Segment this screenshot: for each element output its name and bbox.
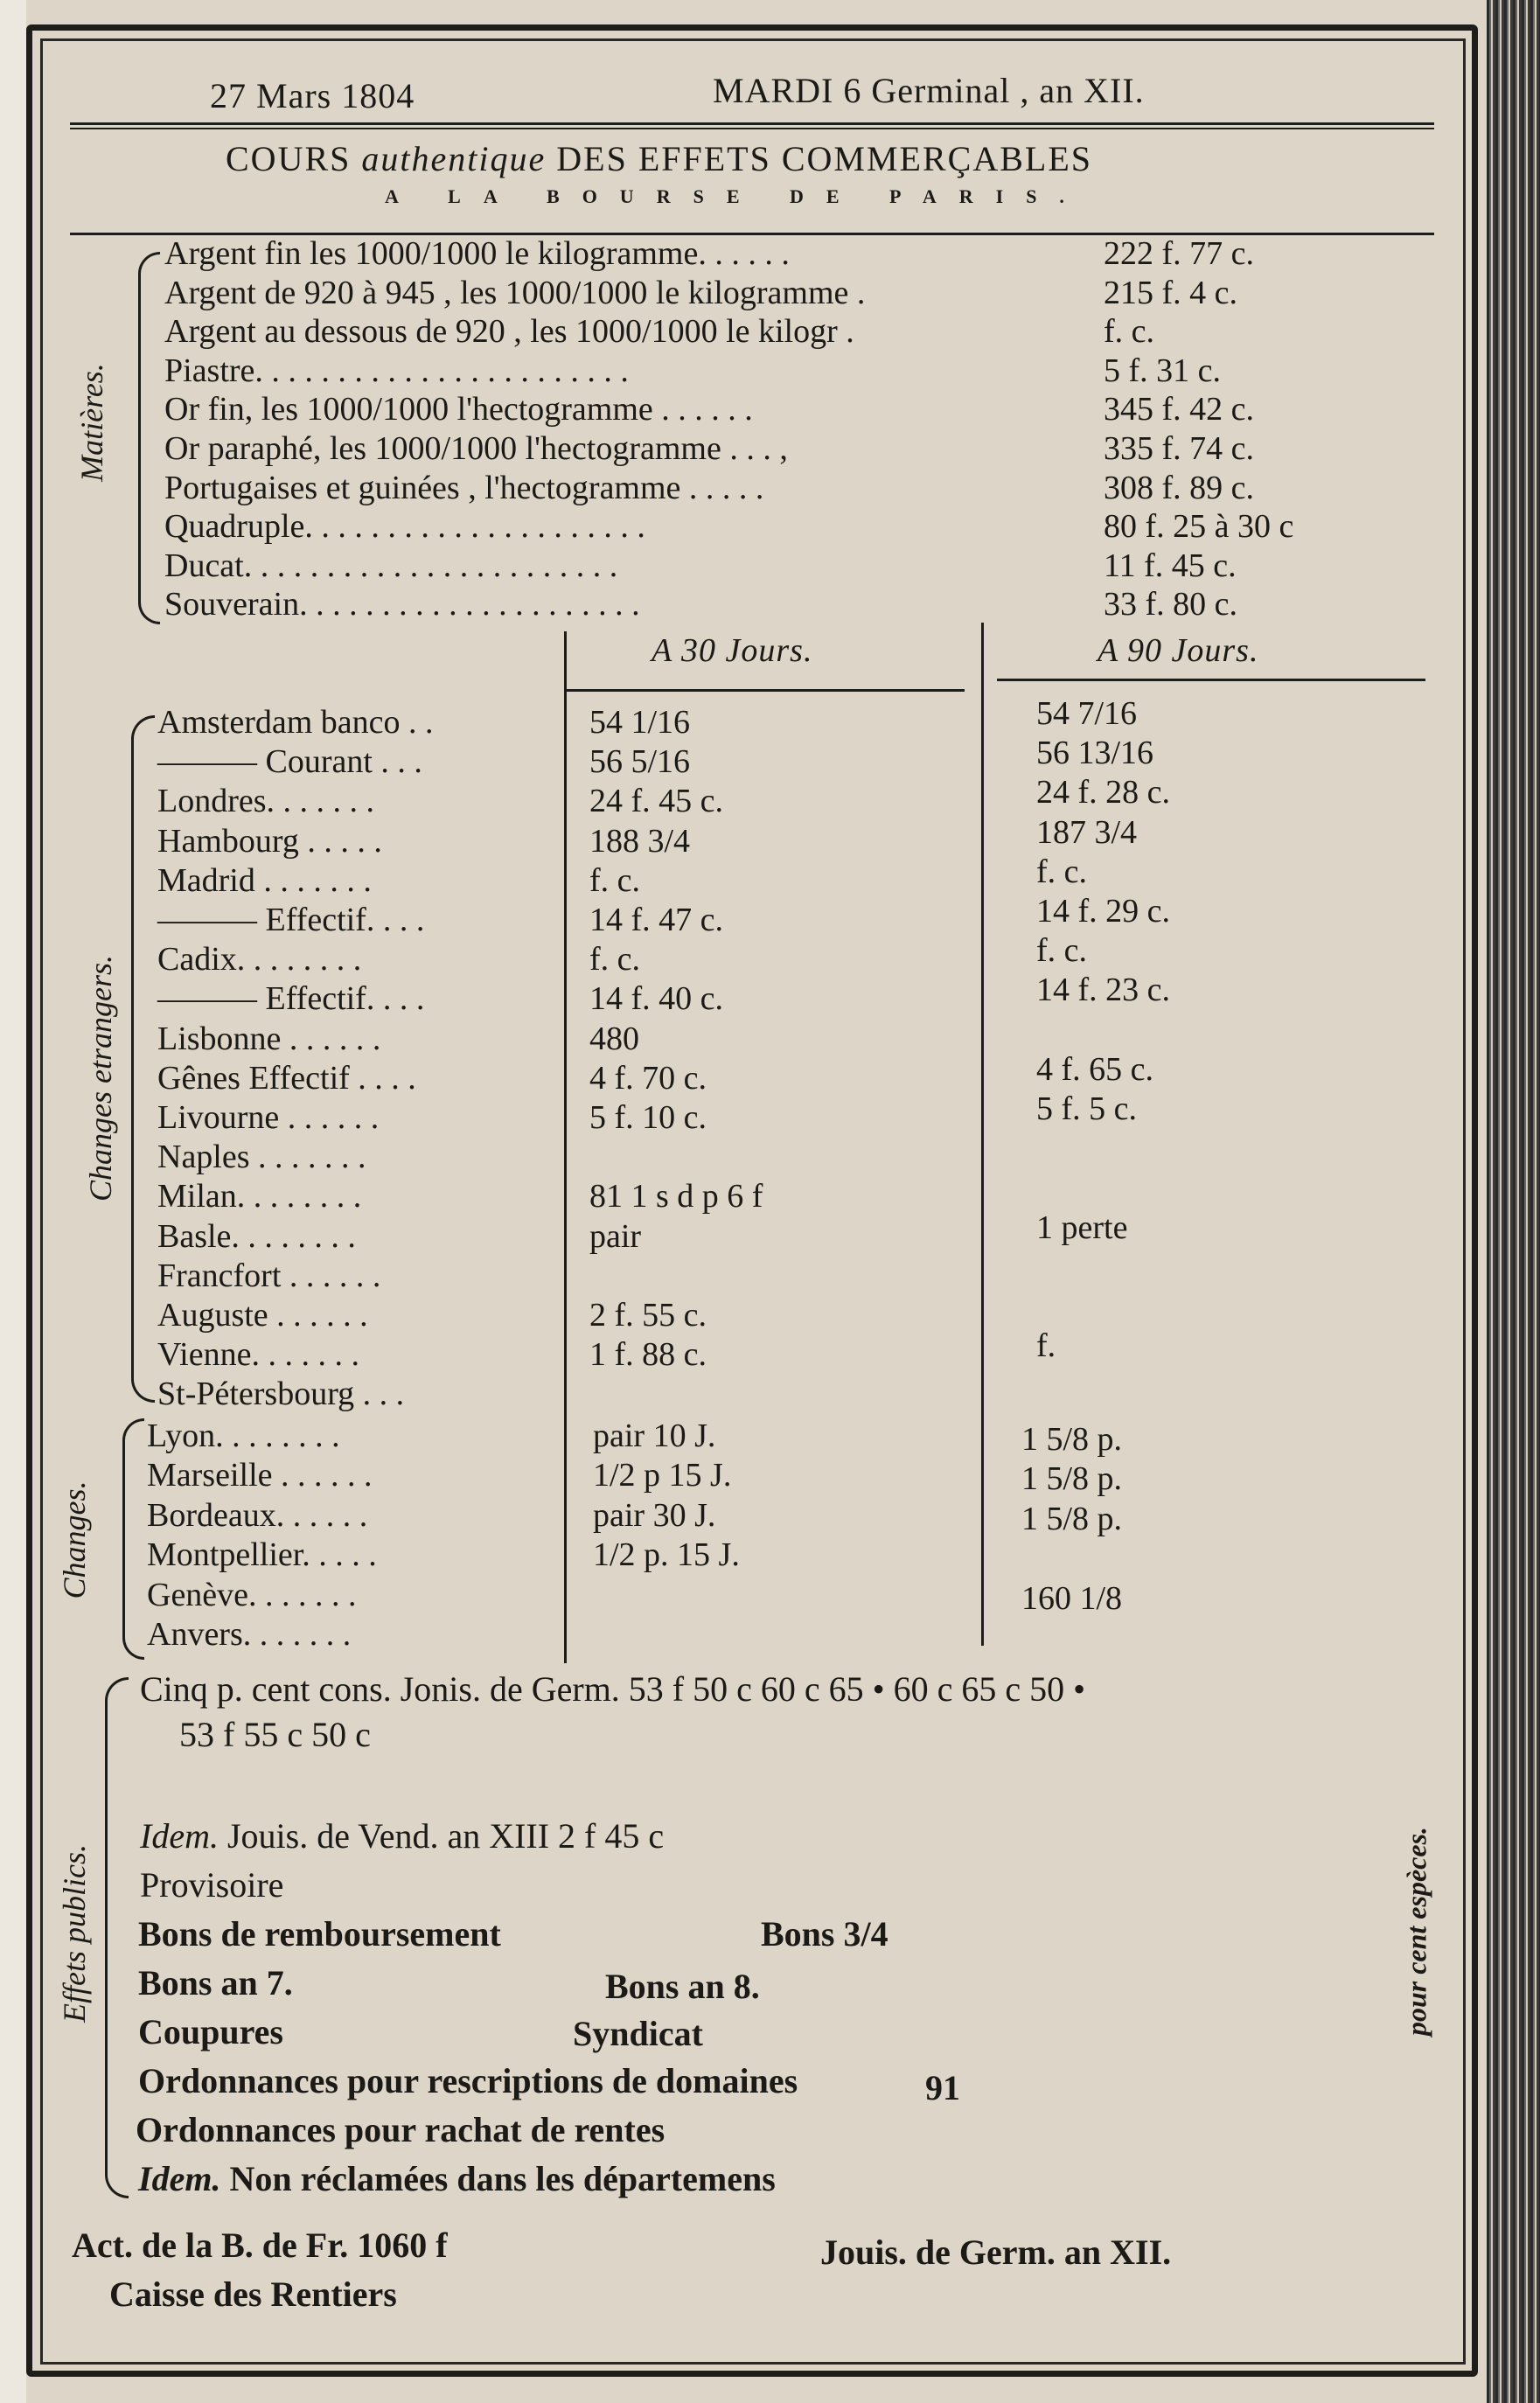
matiere-name: Portugaises et guinées , l'hectogramme . . . . . bbox=[164, 469, 764, 506]
side-note-pour-cent: pour cent espèces. bbox=[1400, 1826, 1432, 2037]
change-30-jours: 1 f. 88 c. bbox=[589, 1336, 707, 1374]
change-place: Naples . . . . . . . bbox=[157, 1139, 366, 1176]
change-place: Basle. . . . . . . . bbox=[157, 1217, 356, 1255]
change-place: Vienne. . . . . . . bbox=[157, 1336, 359, 1374]
matiere-price: 222 f. 77 c. bbox=[1104, 235, 1255, 272]
change-city-90: 1 5/8 p. bbox=[1021, 1500, 1123, 1537]
matiere-price: 5 f. 31 c. bbox=[1104, 352, 1222, 389]
bons-3-4: Bons 3/4 bbox=[761, 1914, 888, 1954]
col-divider-left bbox=[564, 631, 567, 1663]
title-c: DES EFFETS COMMERÇABLES bbox=[556, 139, 1093, 178]
change-place: ——— Courant . . . bbox=[157, 743, 422, 781]
col-divider-right bbox=[981, 623, 984, 1646]
matiere-name: Argent fin les 1000/1000 le kilogramme. . . . . . bbox=[164, 235, 790, 272]
change-30-jours: 480 bbox=[589, 1020, 639, 1057]
change-30-jours: 188 3/4 bbox=[589, 822, 691, 860]
idem-vend-text: Jouis. de Vend. an XIII 2 f 45 c bbox=[226, 1816, 665, 1856]
change-city: Genève. . . . . . . bbox=[147, 1576, 357, 1613]
changes-brace bbox=[122, 1418, 144, 1660]
change-90-jours: 54 7/16 bbox=[1036, 695, 1138, 732]
col-rule-90 bbox=[997, 679, 1425, 681]
change-place: Milan. . . . . . . . bbox=[157, 1178, 362, 1215]
change-90-jours: 4 f. 65 c. bbox=[1036, 1050, 1154, 1088]
change-30-jours: 14 f. 40 c. bbox=[589, 980, 724, 1018]
change-30-jours: 14 f. 47 c. bbox=[589, 902, 724, 938]
matiere-price: f. c. bbox=[1104, 313, 1155, 351]
matiere-price: 33 f. 80 c. bbox=[1104, 586, 1238, 623]
matiere-name: Piastre. . . . . . . . . . . . . . . . . . . . . . . bbox=[164, 352, 629, 389]
idem-vend bbox=[140, 1815, 664, 1856]
matiere-name: Ducat. . . . . . . . . . . . . . . . . . . . . . . bbox=[164, 547, 618, 584]
change-90-jours: f. c. bbox=[1036, 853, 1088, 890]
matiere-price: 335 f. 74 c. bbox=[1104, 430, 1255, 467]
change-place: St-Pétersbourg . . . bbox=[157, 1376, 405, 1413]
bons-remboursement: Bons de remboursement bbox=[138, 1914, 501, 1954]
matiere-name: Souverain. . . . . . . . . . . . . . . . . . . . . bbox=[164, 586, 640, 623]
change-place: ——— Effectif. . . . bbox=[157, 980, 425, 1018]
change-place: Madrid . . . . . . . bbox=[157, 861, 372, 899]
matiere-price: 80 f. 25 à 30 c bbox=[1104, 508, 1294, 546]
idem-non-reclamees bbox=[138, 2158, 776, 2199]
bons-an-8: Bons an 8. bbox=[605, 1967, 760, 2006]
changes-etrangers-brace bbox=[131, 715, 155, 1403]
matieres-brace bbox=[138, 252, 160, 624]
syndicat: Syndicat bbox=[573, 2014, 703, 2053]
change-90-jours: 56 13/16 bbox=[1036, 735, 1154, 772]
change-30-jours: 81 1 s d p 6 f bbox=[589, 1178, 763, 1215]
matiere-name: Or fin, les 1000/1000 l'hectogramme . . . . . . bbox=[164, 391, 753, 428]
change-city: Bordeaux. . . . . . bbox=[147, 1496, 368, 1534]
ordonnances-rescriptions: Ordonnances pour rescriptions de domaines bbox=[138, 2061, 798, 2100]
change-30-jours: 24 f. 45 c. bbox=[589, 783, 724, 820]
title-b: authentique bbox=[361, 139, 547, 178]
change-place: Amsterdam banco . . bbox=[157, 704, 434, 741]
footer-caisse: Caisse des Rentiers bbox=[109, 2274, 397, 2314]
ordonnances-rescriptions-value: 91 bbox=[925, 2068, 960, 2107]
idem2-label: Idem. bbox=[138, 2159, 221, 2198]
matiere-name: Argent de 920 à 945 , les 1000/1000 le kilogramme . bbox=[164, 274, 866, 311]
change-place: Londres. . . . . . . bbox=[157, 783, 375, 820]
change-place: Lisbonne . . . . . . bbox=[157, 1020, 381, 1057]
effets-publics-brace bbox=[105, 1677, 129, 2198]
change-90-jours: f. bbox=[1036, 1327, 1056, 1365]
change-city-90: 160 1/8 bbox=[1021, 1579, 1123, 1617]
date-right: MARDI 6 Germinal , an XII. bbox=[713, 71, 1145, 110]
changes-label: Changes. bbox=[57, 1480, 92, 1599]
footer-jouis: Jouis. de Germ. an XII. bbox=[820, 2232, 1172, 2272]
matiere-price: 215 f. 4 c. bbox=[1104, 274, 1238, 311]
change-30-jours: 4 f. 70 c. bbox=[589, 1059, 707, 1097]
change-city: Marseille . . . . . . bbox=[147, 1457, 373, 1494]
matiere-price: 345 f. 42 c. bbox=[1104, 391, 1255, 428]
change-city-90: 1 5/8 p. bbox=[1021, 1421, 1123, 1458]
ordonnances-rachat: Ordonnances pour rachat de rentes bbox=[136, 2110, 665, 2149]
cinq-line-2: 53 f 55 c 50 c bbox=[179, 1715, 371, 1754]
change-90-jours: 5 f. 5 c. bbox=[1036, 1090, 1138, 1127]
changes-etrangers-label: Changes etrangers. bbox=[83, 955, 118, 1202]
provisoire: Provisoire bbox=[140, 1865, 284, 1905]
change-city-30: pair 30 J. bbox=[593, 1496, 716, 1534]
coupures: Coupures bbox=[138, 2012, 283, 2051]
header-rule bbox=[70, 122, 1434, 125]
bons-an-7: Bons an 7. bbox=[138, 1963, 293, 2002]
idem-label: Idem. bbox=[140, 1816, 219, 1856]
change-city-30: 1/2 p. 15 J. bbox=[593, 1536, 740, 1574]
change-90-jours: 14 f. 23 c. bbox=[1036, 972, 1171, 1009]
idem2-text: Non réclamées dans les départemens bbox=[229, 2159, 776, 2198]
col-rule-30 bbox=[567, 689, 965, 692]
change-30-jours: f. c. bbox=[589, 861, 641, 899]
change-place: ——— Effectif. . . . bbox=[157, 902, 425, 938]
change-city: Montpellier. . . . . bbox=[147, 1536, 377, 1574]
change-city: Lyon. . . . . . . . bbox=[147, 1417, 340, 1454]
page-subtitle: A LA BOURSE DE PARIS. bbox=[385, 185, 1087, 207]
change-90-jours: 24 f. 28 c. bbox=[1036, 774, 1171, 811]
change-90-jours: f. c. bbox=[1036, 932, 1088, 970]
change-90-jours: 187 3/4 bbox=[1036, 813, 1138, 851]
cinq-line-1: Cinq p. cent cons. Jonis. de Germ. 53 f 50 c 60 c 65 • 60 c 65 c 50 • bbox=[140, 1669, 1086, 1709]
change-30-jours: 54 1/16 bbox=[589, 704, 691, 741]
header-rule-2 bbox=[70, 128, 1434, 129]
matiere-price: 11 f. 45 c. bbox=[1104, 547, 1237, 584]
change-city-30: 1/2 p 15 J. bbox=[593, 1457, 732, 1494]
change-30-jours: 2 f. 55 c. bbox=[589, 1297, 707, 1334]
date-left: 27 Mars 1804 bbox=[210, 76, 415, 115]
page-left-edge bbox=[0, 0, 26, 2403]
change-city: Anvers. . . . . . . bbox=[147, 1616, 352, 1653]
col-head-90: A 90 Jours. bbox=[1098, 632, 1259, 669]
change-city-30: pair 10 J. bbox=[593, 1417, 716, 1454]
change-place: Auguste . . . . . . bbox=[157, 1297, 368, 1334]
change-place: Cadix. . . . . . . . bbox=[157, 941, 362, 979]
matiere-price: 308 f. 89 c. bbox=[1104, 469, 1255, 506]
page-title bbox=[226, 138, 1092, 179]
change-place: Francfort . . . . . . bbox=[157, 1257, 381, 1294]
matiere-name: Or paraphé, les 1000/1000 l'hectogramme . . . , bbox=[164, 430, 788, 467]
matieres-label: Matières. bbox=[74, 363, 109, 482]
matiere-name: Quadruple. . . . . . . . . . . . . . . . . . . . . bbox=[164, 508, 645, 546]
change-place: Gênes Effectif . . . . bbox=[157, 1059, 416, 1097]
change-30-jours: pair bbox=[589, 1217, 642, 1255]
change-city-90: 1 5/8 p. bbox=[1021, 1460, 1123, 1498]
footer-act: Act. de la B. de Fr. 1060 f bbox=[72, 2225, 448, 2265]
effets-publics-label: Effets publics. bbox=[57, 1844, 92, 2023]
matiere-name: Argent au dessous de 920 , les 1000/1000 le kilogr . bbox=[164, 313, 854, 351]
change-place: Livourne . . . . . . bbox=[157, 1099, 380, 1136]
change-90-jours: 1 perte bbox=[1036, 1208, 1128, 1246]
title-a: COURS bbox=[226, 139, 352, 178]
change-90-jours: 14 f. 29 c. bbox=[1036, 893, 1171, 930]
change-place: Hambourg . . . . . bbox=[157, 822, 382, 860]
change-30-jours: f. c. bbox=[589, 941, 641, 979]
change-30-jours: 56 5/16 bbox=[589, 743, 691, 781]
change-30-jours: 5 f. 10 c. bbox=[589, 1099, 707, 1136]
col-head-30: A 30 Jours. bbox=[652, 632, 813, 669]
